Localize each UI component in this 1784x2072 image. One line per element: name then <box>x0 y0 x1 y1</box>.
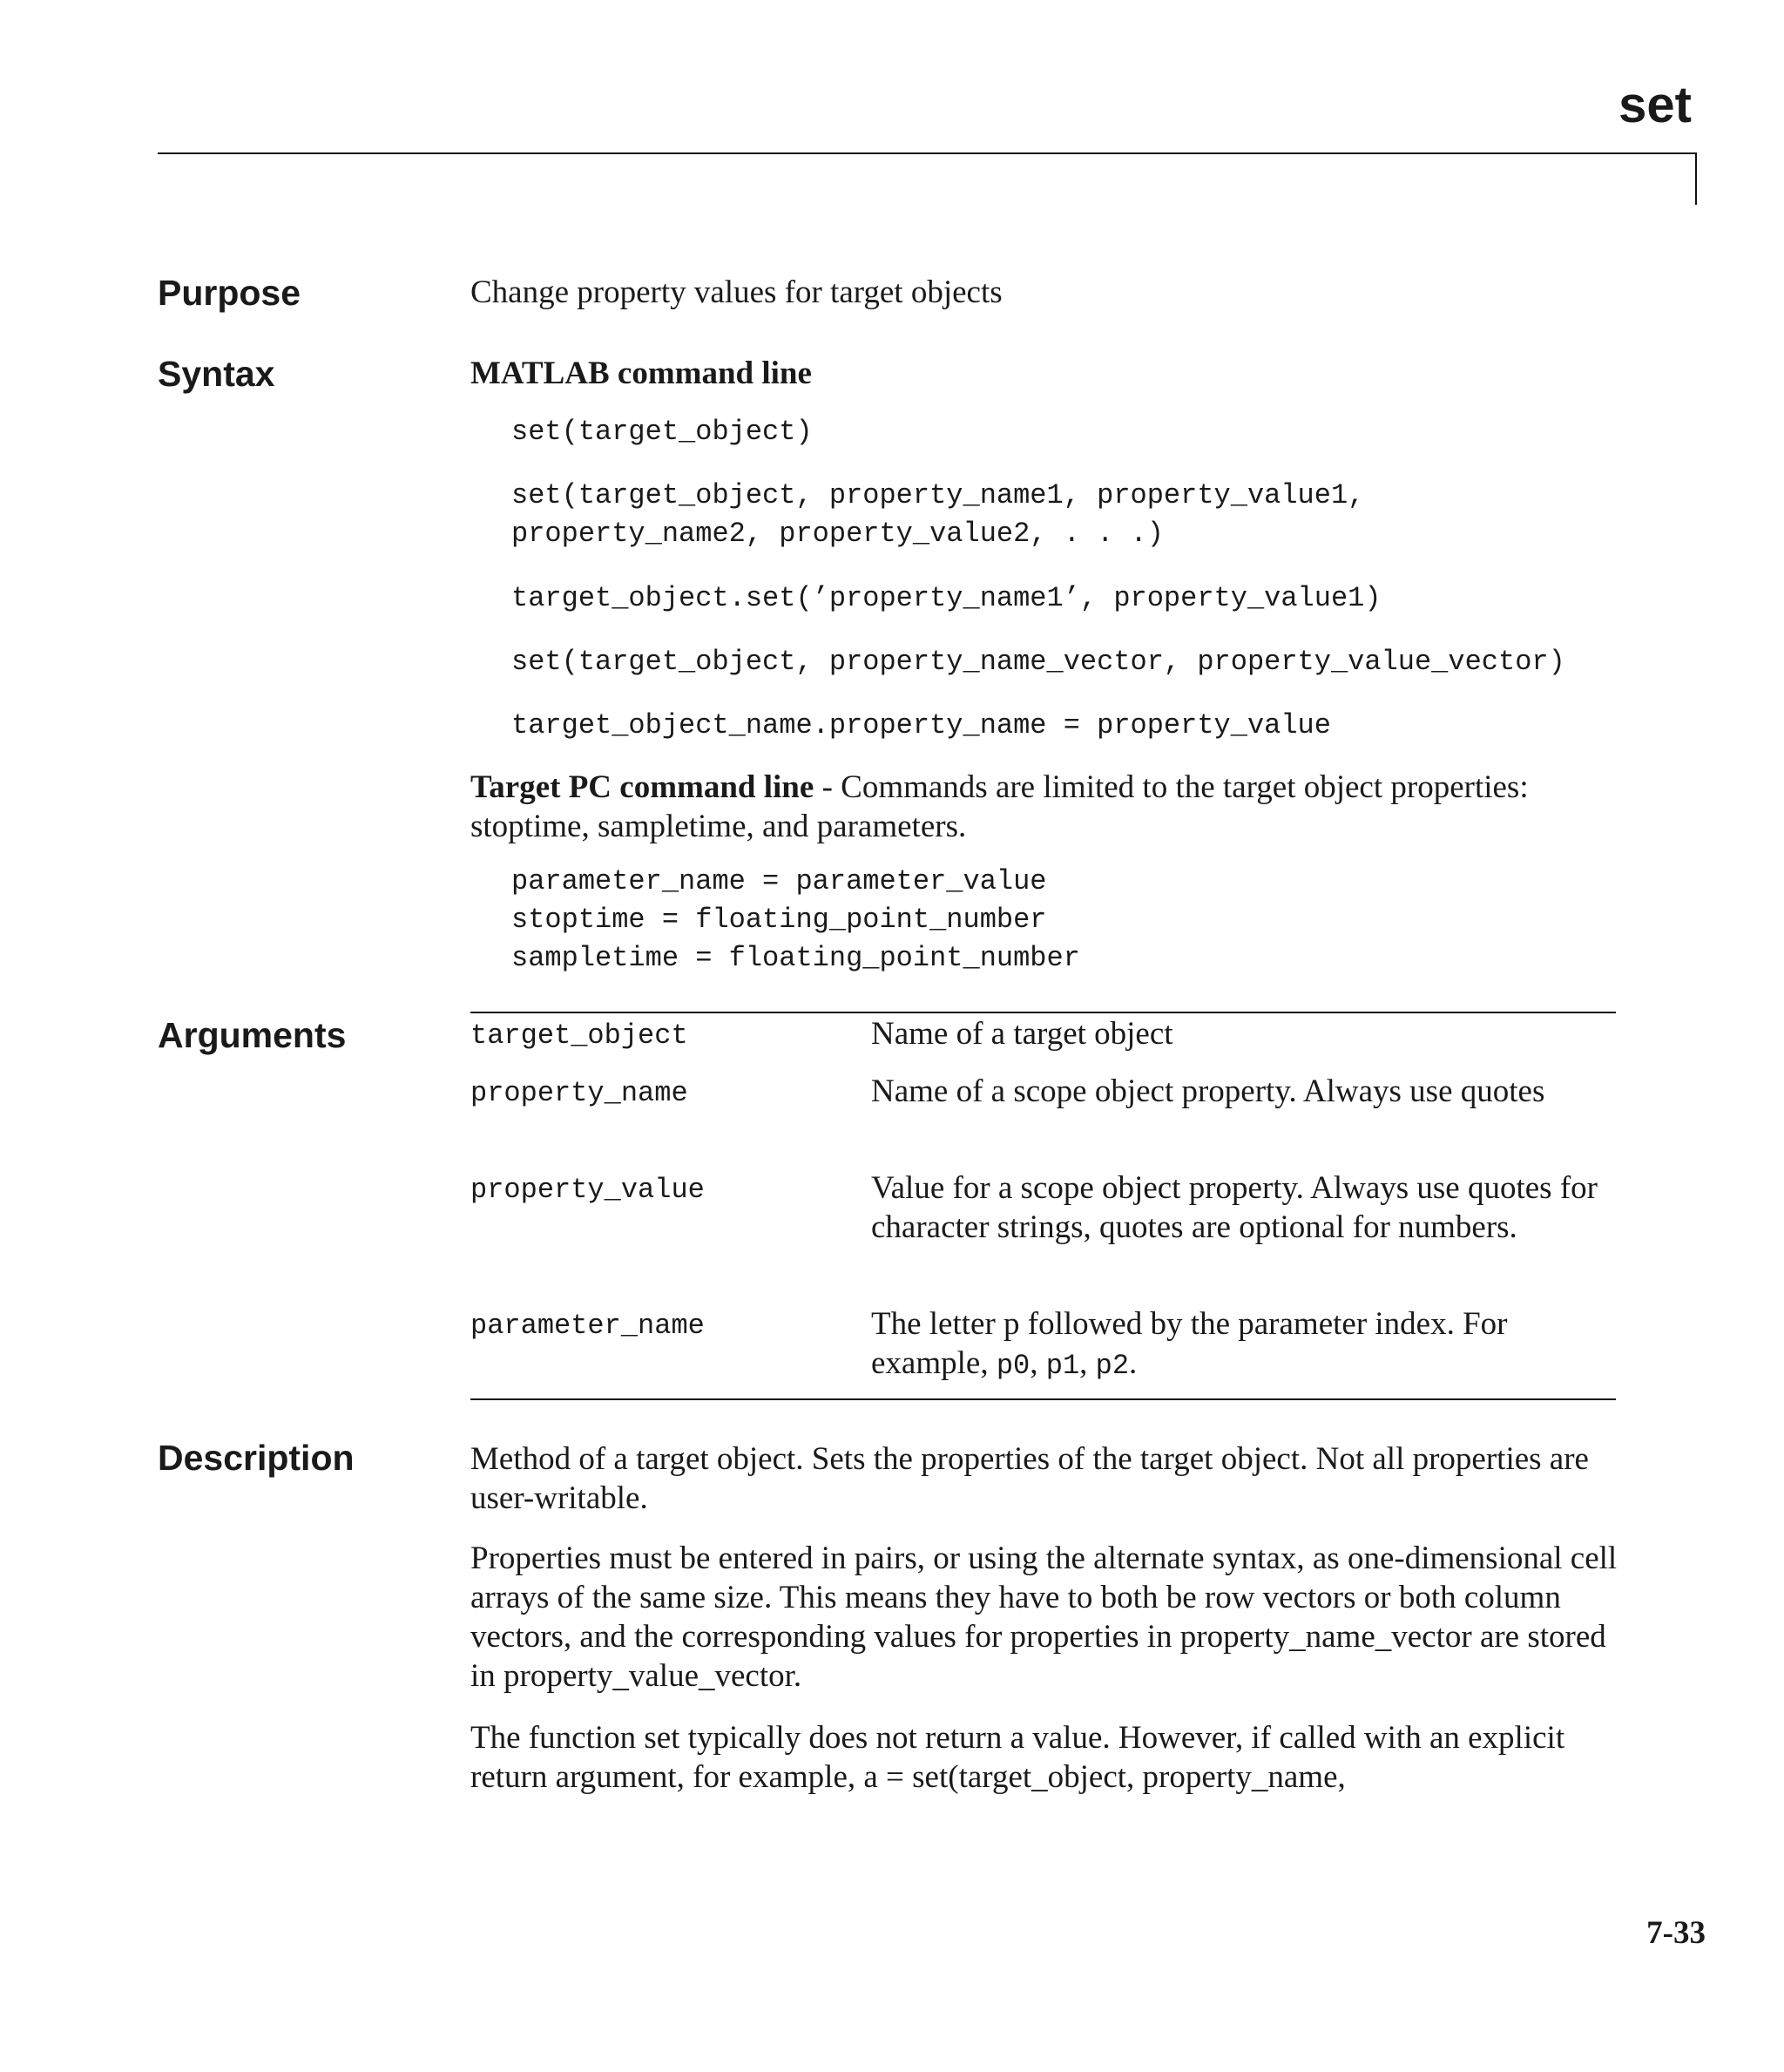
example-separator: , <box>1030 1345 1046 1381</box>
argument-description <box>871 1304 1620 1385</box>
syntax-line-4: set(target_object, property_name_vector, property_value_vector) <box>511 646 1565 678</box>
page-title: set <box>1618 77 1692 133</box>
argument-description-text: The letter p followed by the parameter index. For example, <box>871 1306 1508 1381</box>
purpose-label: Purpose <box>158 273 301 313</box>
target-pc-paragraph <box>470 768 1620 846</box>
example-p1: p1 <box>1045 1350 1080 1382</box>
syntax-line-1: set(target_object) <box>511 416 813 448</box>
argument-description: Name of a scope object property. Always use quotes <box>871 1073 1545 1109</box>
argument-name: parameter_name <box>470 1310 705 1342</box>
description-paragraph-3: The function set typically does not return a value. However, if called with an explicit return argument, for example, a = set(target_object, property_name, <box>470 1720 1565 1795</box>
target-pc-heading: Target PC command line <box>470 769 814 805</box>
argument-name: property_value <box>470 1174 705 1206</box>
example-suffix: . <box>1129 1345 1138 1381</box>
syntax-line-3: target_object.set(’property_name1’, property_value1) <box>511 582 1382 614</box>
argument-description: Name of a target object <box>871 1016 1173 1052</box>
header-rule-tick <box>1695 152 1697 205</box>
example-p0: p0 <box>996 1350 1031 1382</box>
example-separator: , <box>1079 1345 1096 1381</box>
arguments-label: Arguments <box>158 1015 347 1055</box>
syntax-label: Syntax <box>158 354 275 394</box>
matlab-command-line-heading: MATLAB command line <box>470 355 812 391</box>
target-pc-code: parameter_name = parameter_value stoptime = floating_point_number sampletime = floating_point_number <box>511 865 1080 974</box>
description-paragraph-2: Properties must be entered in pairs, or using the alternate syntax, as one-dimensional cell arrays of the same size. This means they have to both be row vectors or both column vectors, and the corresponding values for properties in property_name_vector are stored in property_value_vector. <box>470 1540 1618 1694</box>
arguments-table-bottom-rule <box>470 1398 1616 1400</box>
target-pc-text: - Commands are limited to the target object properties: stoptime, sampletime, and parameters. <box>470 769 1529 844</box>
argument-description: Value for a scope object property. Always use quotes for character strings, quotes are optional for numbers. <box>871 1170 1598 1245</box>
syntax-line-5: target_object_name.property_name = property_value <box>511 709 1331 741</box>
description-label: Description <box>158 1438 355 1478</box>
syntax-line-2: set(target_object, property_name1, property_value1, property_name2, property_value2, . . .) <box>511 479 1365 550</box>
header-rule <box>158 152 1696 154</box>
purpose-text: Change property values for target objects <box>470 274 1003 310</box>
argument-name: target_object <box>470 1019 688 1052</box>
page-number: 7-33 <box>1646 1915 1706 1951</box>
description-paragraph-1: Method of a target object. Sets the properties of the target object. Not all properties are user-writable. <box>470 1441 1589 1516</box>
argument-name: property_name <box>470 1077 688 1109</box>
example-p2: p2 <box>1095 1350 1130 1382</box>
arguments-table-top-rule <box>470 1012 1616 1013</box>
